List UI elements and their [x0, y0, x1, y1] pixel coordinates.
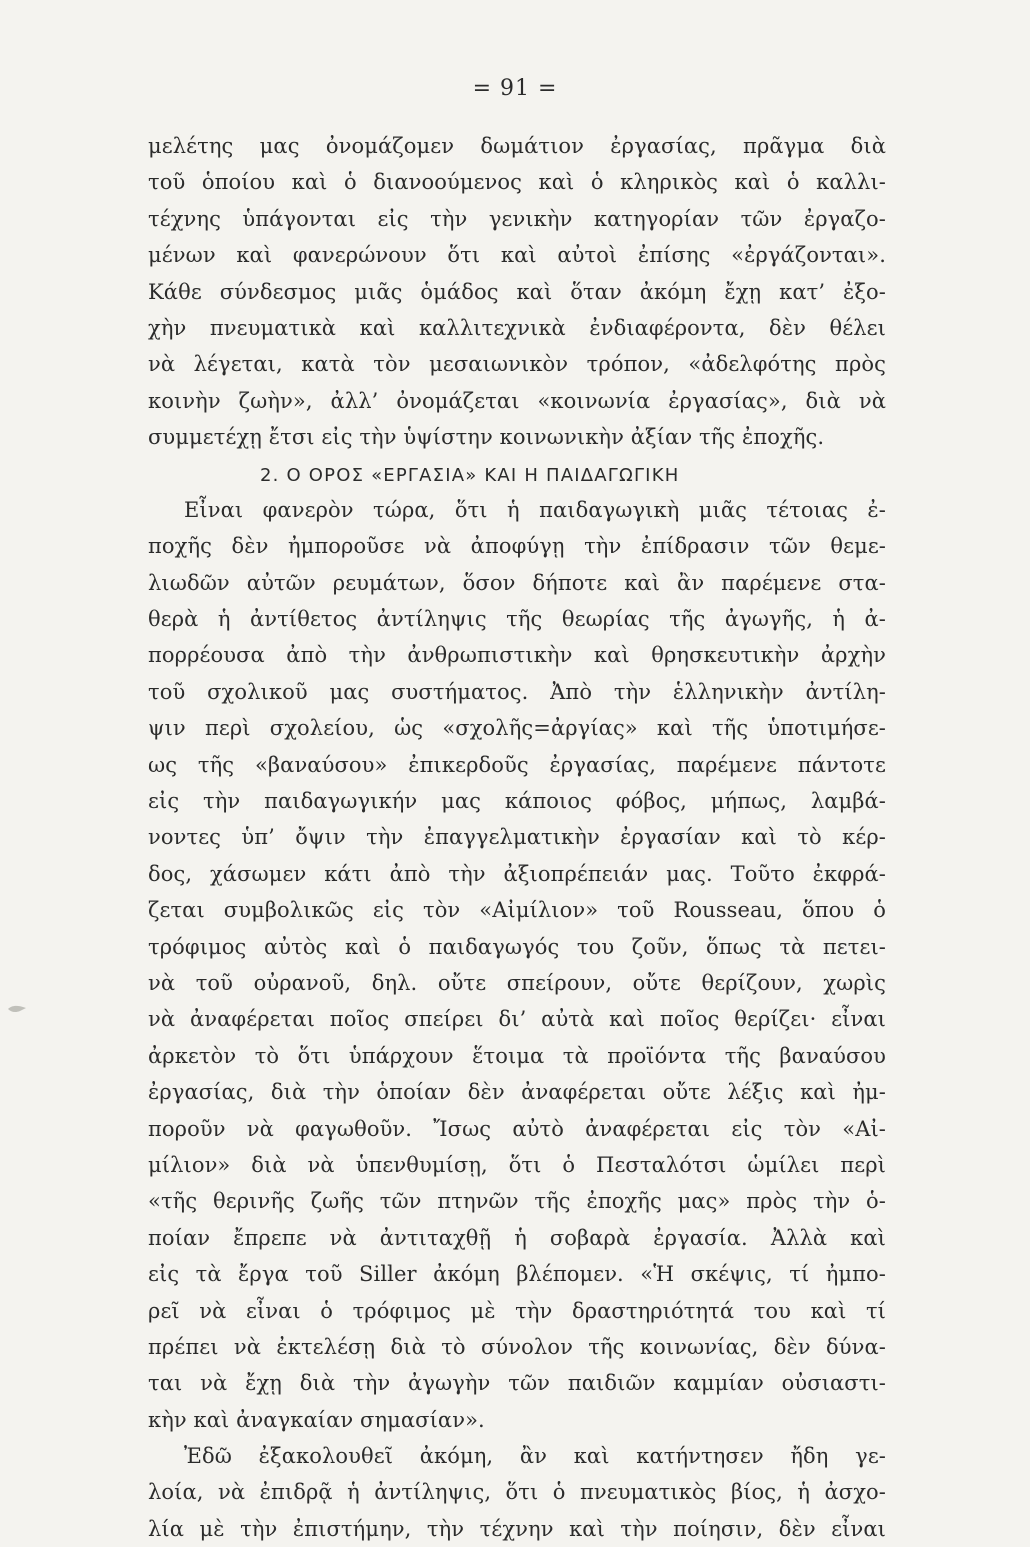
page-number: = 91 =: [472, 76, 558, 101]
text-line: ἀρκετὸν τὸ ὅτι ὑπάρχουν ἕτοιμα τὰ προϊόντα τῆς βαναύσου: [148, 1043, 886, 1068]
text-line: τρόφιμος αὐτὸς καὶ ὁ παιδαγωγός του ζοῦν, ὅπως τὰ πετει-: [148, 934, 886, 959]
text-line: Ἐδῶ ἐξακολουθεῖ ἀκόμη, ἂν καὶ κατήντησεν ἤδη γε-: [184, 1444, 886, 1469]
text-line: ποροῦν νὰ φαγωθοῦν. Ἴσως αὐτὸ ἀναφέρεται εἰς τὸν «Αἰ-: [148, 1116, 886, 1141]
text-line: εἰς τὴν παιδαγωγικήν μας κάποιος φόβος, μήπως, λαμβά-: [148, 789, 886, 814]
body-text: [148, 128, 886, 1547]
text-line: ται νὰ ἔχῃ διὰ τὴν ἀγωγὴν τῶν παιδιῶν καμμίαν οὐσιαστι-: [148, 1371, 886, 1396]
text-line: τοῦ ὁποίου καὶ ὁ διανοούμενος καὶ ὁ κληρικὸς καὶ ὁ καλλι-: [148, 170, 886, 195]
text-line: ἐργασίας, διὰ τὴν ὁποίαν δὲν ἀναφέρεται οὔτε λέξις καὶ ἠμ-: [148, 1080, 886, 1105]
text-line: τέχνης ὑπάγονται εἰς τὴν γενικὴν κατηγορίαν τῶν ἐργαζο-: [148, 206, 886, 231]
text-line: ρεῖ νὰ εἶναι ὁ τρόφιμος μὲ τὴν δραστηριότητά του καὶ τί: [148, 1298, 886, 1323]
text-line: πορρέουσα ἀπὸ τὴν ἀνθρωπιστικὴν καὶ θρησκευτικὴν ἀρχὴν: [148, 643, 886, 668]
text-line: Εἶναι φανερὸν τώρα, ὅτι ἡ παιδαγωγικὴ μιᾶς τέτοιας ἐ-: [184, 497, 886, 522]
text-line: νοντες ὑπ’ ὄψιν τὴν ἐπαγγελματικὴν ἐργασίαν καὶ τὸ κέρ-: [148, 825, 886, 850]
text-line: μένων καὶ φανερώνουν ὅτι καὶ αὐτοὶ ἐπίσης «ἐργάζονται».: [148, 243, 886, 268]
text-line: ποίαν ἔπρεπε νὰ ἀντιταχθῇ ἡ σοβαρὰ ἐργασία. Ἀλλὰ καὶ: [148, 1225, 886, 1250]
text-line: μίλιον» διὰ νὰ ὑπενθυμίσῃ, ὅτι ὁ Πεσταλότσι ὡμίλει περὶ: [148, 1152, 886, 1177]
margin-smudge-mark: [6, 1002, 28, 1016]
text-line: εἰς τὰ ἔργα τοῦ Siller ἀκόμη βλέπομεν. «Ἡ σκέψις, τί ἠμπο-: [148, 1262, 886, 1287]
section-heading: 2. Ο ΟΡΟΣ «ΕΡΓΑΣΙΑ» ΚΑΙ Η ΠΑΙΔΑΓΩΓΙΚΗ: [260, 464, 680, 486]
text-line: ψιν περὶ σχολείου, ὡς «σχολῆς=ἀργίας» καὶ τῆς ὑποτιμήσε-: [148, 716, 886, 741]
text-line: δος, χάσωμεν κάτι ἀπὸ τὴν ἀξιοπρέπειάν μας. Τοῦτο ἐκφρά-: [148, 861, 886, 886]
text-line: ως τῆς «βαναύσου» ἐπικερδοῦς ἐργασίας, παρέμενε πάντοτε: [148, 752, 886, 777]
text-line: ποχῆς δὲν ἠμποροῦσε νὰ ἀποφύγῃ τὴν ἐπίδρασιν τῶν θεμε-: [148, 534, 886, 559]
text-line: συμμετέχῃ ἔτσι εἰς τὴν ὑψίστην κοινωνικὴν ἀξίαν τῆς ἐποχῆς.: [148, 425, 825, 450]
text-line: κὴν καὶ ἀναγκαίαν σημασίαν».: [148, 1407, 485, 1432]
text-line: ζεται συμβολικῶς εἰς τὸν «Αἰμίλιον» τοῦ Rousseau, ὅπου ὁ: [148, 898, 886, 923]
text-line: τοῦ σχολικοῦ μας συστήματος. Ἀπὸ τὴν ἑλληνικὴν ἀντίλη-: [148, 679, 886, 704]
text-line: «τῆς θερινῆς ζωῆς τῶν πτηνῶν τῆς ἐποχῆς μας» πρὸς τὴν ὁ-: [148, 1189, 886, 1214]
text-line: νὰ τοῦ οὐρανοῦ, δηλ. οὔτε σπείρουν, οὔτε θερίζουν, χωρὶς: [148, 970, 886, 995]
text-line: λοία, νὰ ἐπιδρᾷ ἡ ἀντίληψις, ὅτι ὁ πνευματικὸς βίος, ἡ ἀσχο-: [148, 1480, 886, 1505]
text-line: λία μὲ τὴν ἐπιστήμην, τὴν τέχνην καὶ τὴν ποίησιν, δὲν εἶναι: [148, 1516, 886, 1541]
text-line: κοινὴν ζωὴν», ἀλλ’ ὀνομάζεται «κοινωνία ἐργασίας», διὰ νὰ: [148, 388, 886, 413]
text-line: νὰ ἀναφέρεται ποῖος σπείρει δι’ αὐτὰ καὶ ποῖος θερίζει· εἶναι: [148, 1007, 886, 1032]
text-line: μελέτης μας ὀνομάζομεν δωμάτιον ἐργασίας, πρᾶγμα διὰ: [148, 134, 886, 158]
text-line: πρέπει νὰ ἐκτελέσῃ διὰ τὸ σύνολον τῆς κοινωνίας, δὲν δύνα-: [148, 1334, 886, 1359]
text-line: λιωδῶν αὐτῶν ρευμάτων, ὅσον δήποτε καὶ ἂν παρέμενε στα-: [148, 570, 886, 595]
text-line: νὰ λέγεται, κατὰ τὸν μεσαιωνικὸν τρόπον, «ἀδελφότης πρὸς: [148, 352, 886, 377]
text-line: θερὰ ἡ ἀντίθετος ἀντίληψις τῆς θεωρίας τῆς ἀγωγῆς, ἡ ἀ-: [148, 607, 886, 632]
text-line: Κάθε σύνδεσμος μιᾶς ὁμάδος καὶ ὅταν ἀκόμη ἔχῃ κατ’ ἐξο-: [148, 279, 886, 304]
text-line: χὴν πνευματικὰ καὶ καλλιτεχνικὰ ἐνδιαφέροντα, δὲν θέλει: [148, 315, 886, 340]
